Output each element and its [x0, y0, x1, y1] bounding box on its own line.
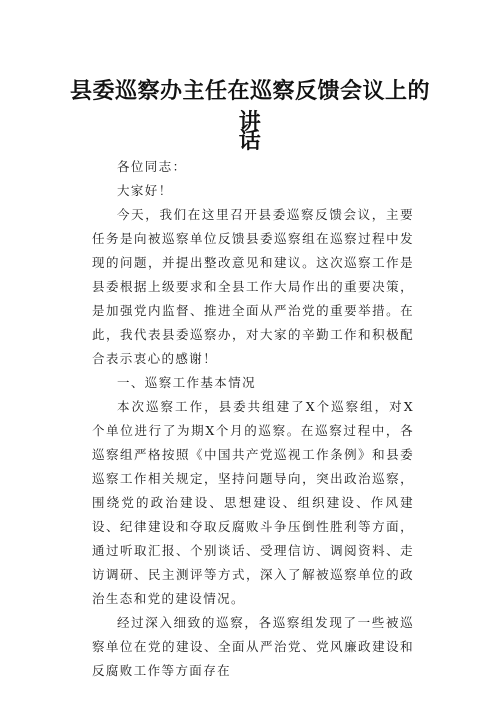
- document-title-line-1: 县委巡察办主任在巡察反馈会议上的讲: [70, 79, 431, 135]
- paragraph-basic-situation: 本次巡察工作，县委共组建了X个巡察组，对X个单位进行了为期X个月的巡察。在巡察过程中，各巡察组严格按照《中国共产党巡视工作条例》和县委巡察工作相关规定，坚持问题导向，突出政治巡察，围绕党的政治建设、思想建设、组织建设、作风建设、纪律建设和夺取反腐败斗争压倒性胜利等方面，通过听取汇报、个别谈话、受理信访、调阅资料、走访调研、民主测评等方式，深入了解被巡察单位的政治生态和党的建设情况。: [92, 399, 414, 606]
- paragraph-intro: 今天，我们在这里召开县委巡察反馈会议，主要任务是向被巡察单位反馈县委巡察组在巡察过程中发现的问题，并提出整改意见和建议。这次巡察工作是县委根据上级要求和全县工作大局作出的重要决策，是加强党内监督、推进全面从严治党的重要举措。在此，我代表县委巡察办，对大家的辛勤工作和积极配合表示衷心的感谢！: [92, 207, 414, 366]
- paragraph-findings: 经过深入细致的巡察，各巡察组发现了一些被巡察单位在党的建设、全面从严治党、党风廉政建设和反腐败工作等方面存在: [92, 615, 414, 678]
- section-heading-1: 一、巡察工作基本情况: [117, 375, 257, 390]
- greeting: 大家好！: [117, 183, 173, 198]
- salutation: 各位同志：: [117, 159, 187, 174]
- document-body: [92, 155, 414, 683]
- document-title-line-2: 话: [238, 129, 262, 154]
